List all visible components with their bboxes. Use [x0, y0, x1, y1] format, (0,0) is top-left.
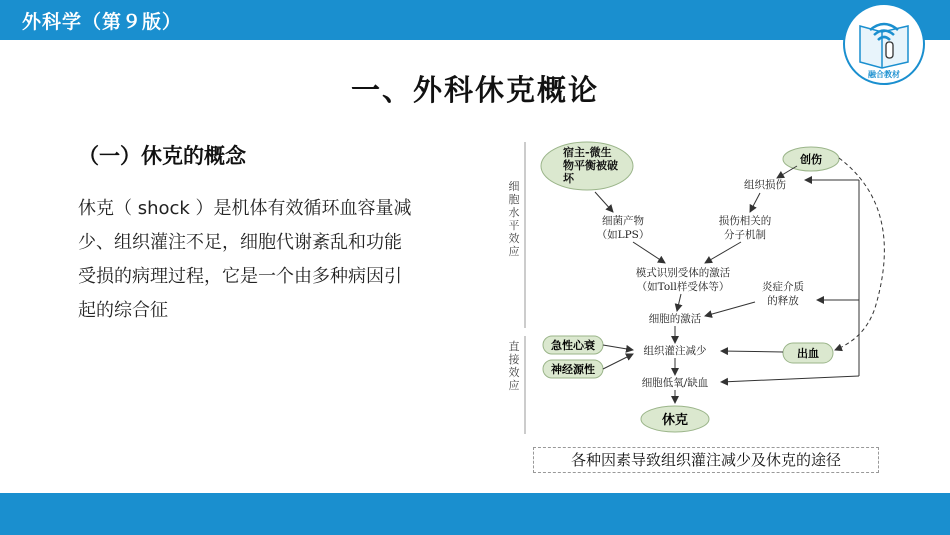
bleeding-label: 出血 [797, 347, 819, 360]
side-label-char: 直 [508, 340, 520, 353]
side-label-char: 胞 [508, 193, 520, 206]
arrow [603, 345, 633, 350]
arrow [595, 192, 613, 212]
slide-main-title: 一、外科休克概论 [350, 73, 599, 107]
bacterial-products-label: （如LPS） [596, 229, 650, 241]
side-label-char: 效 [508, 366, 520, 379]
side-label-char: 应 [508, 245, 520, 258]
pattern-receptor-label: （如Toll样受体等） [636, 281, 730, 293]
tissue-damage-label: 组织损伤 [744, 179, 786, 191]
figure-caption: 各种因素导致组织灌注减少及休克的途径 [533, 447, 879, 473]
arrow [633, 242, 665, 263]
shock-pathway-diagram [505, 138, 895, 438]
side-label-char: 接 [508, 353, 520, 366]
arrow [677, 294, 681, 311]
cell-activation-label: 细胞的激活 [648, 313, 702, 325]
host-microbe-line: 宿主-微生 [563, 146, 612, 159]
arrow [705, 302, 755, 316]
bacterial-products-label: 细菌产物 [602, 215, 644, 227]
definition-line: 少、组织灌注不足，细胞代谢紊乱和功能 [78, 232, 402, 253]
logo-text: 融合教材 [868, 70, 900, 79]
arrow [603, 354, 633, 369]
side-label-char: 应 [508, 379, 520, 392]
inflammatory-mediators-label: 的释放 [767, 295, 799, 307]
side-label-char: 水 [508, 206, 520, 219]
arrow [721, 351, 783, 352]
pattern-receptor-label: 模式识别受体的激活 [635, 267, 731, 279]
book-title: 外科学（第９版） [22, 11, 183, 33]
damage-molecules-label: 分子机制 [724, 229, 766, 241]
heart-failure-label: 急性心衰 [551, 339, 595, 352]
trauma-label: 创伤 [800, 153, 822, 166]
side-label-char: 平 [508, 219, 520, 232]
arrow [750, 193, 760, 212]
section-title: （一）休克的概念 [78, 144, 246, 168]
neurogenic-label: 神经源性 [551, 363, 595, 376]
hypoxia-label: 细胞低氧/缺血 [641, 377, 709, 389]
inflammatory-mediators-label: 炎症介质 [762, 281, 804, 293]
footer-bar [0, 493, 950, 535]
header-bar [0, 0, 950, 40]
definition-paragraph [78, 192, 450, 328]
arrow [705, 242, 741, 263]
side-label-char: 细 [508, 180, 520, 193]
perfusion-decrease-label: 组织灌注减少 [643, 345, 707, 357]
host-microbe-line: 坏 [563, 172, 574, 185]
definition-line: 休克（ shock ）是机体有效循环血容量减 [78, 198, 412, 219]
definition-line: 起的综合征 [78, 300, 168, 321]
arrow [721, 376, 859, 382]
damage-molecules-label: 损伤相关的 [718, 215, 772, 227]
host-microbe-line: 物平衡被破 [563, 159, 618, 172]
arrow [777, 166, 797, 178]
side-label-char: 效 [508, 232, 520, 245]
shock-label: 休克 [661, 413, 689, 428]
definition-line: 受损的病理过程，它是一个由多种病因引 [78, 266, 402, 287]
dashed-arrow [835, 158, 884, 350]
